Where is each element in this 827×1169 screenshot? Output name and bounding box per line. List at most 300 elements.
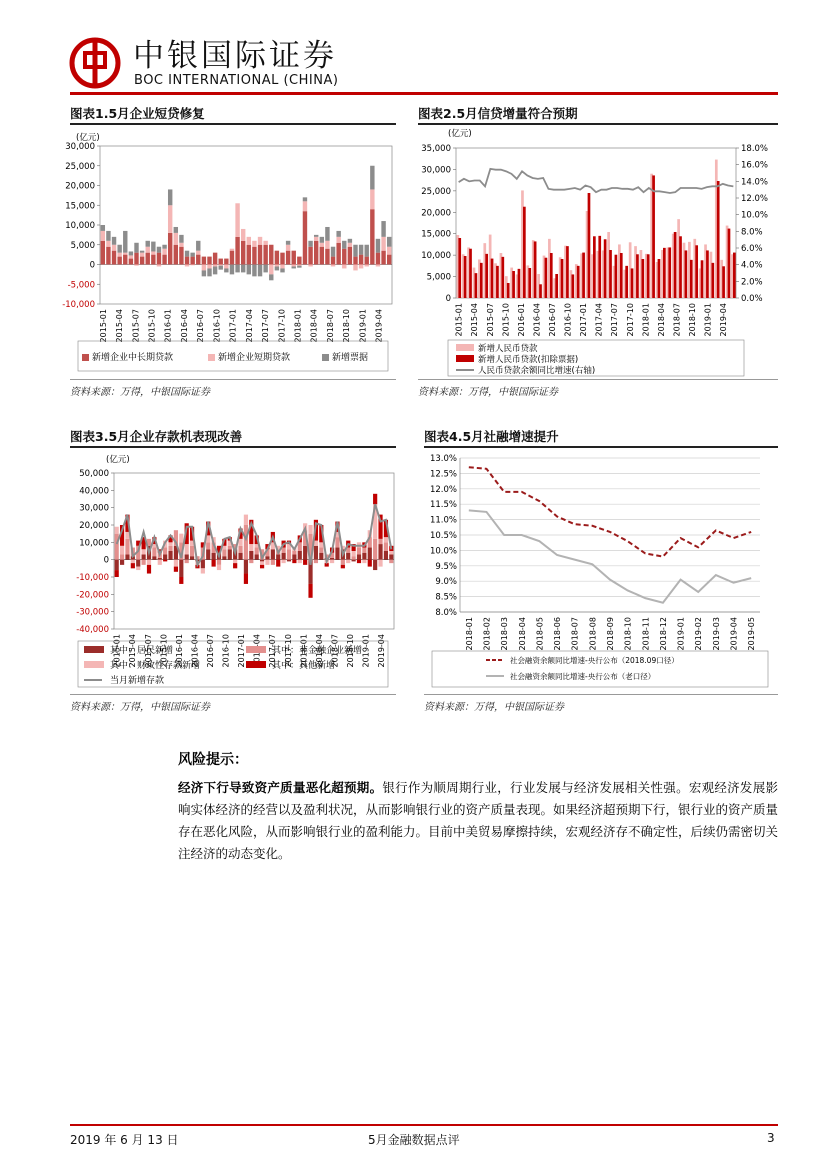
y2-tick-label: 18.0%	[741, 144, 769, 154]
bar	[308, 584, 312, 598]
x-tick-label: 2017-10	[283, 634, 293, 668]
bar	[249, 544, 253, 551]
y-tick-label: 10,000	[421, 251, 451, 262]
bar	[222, 556, 226, 559]
bar	[120, 554, 124, 559]
bar	[298, 551, 302, 560]
bar	[233, 563, 237, 568]
x-tick-label: 2016-04	[190, 634, 200, 668]
figure-3-source: 资料来源：万得，中银国际证券	[70, 702, 210, 713]
bar	[235, 203, 239, 237]
y-tick-label: -40,000	[76, 625, 109, 635]
bar	[373, 560, 377, 570]
bar	[228, 546, 232, 549]
bar	[320, 243, 324, 247]
bar	[276, 560, 280, 567]
bar	[341, 565, 345, 568]
bar	[286, 245, 290, 251]
bar	[314, 241, 318, 265]
bar	[207, 265, 211, 269]
y-tick-label: 25,000	[65, 161, 95, 172]
bar	[129, 251, 133, 255]
bar	[217, 560, 221, 565]
legend-label: 社会融资余额同比增速-央行公布（老口径）	[510, 672, 656, 681]
bar	[287, 549, 291, 559]
bar	[534, 241, 537, 298]
bar	[263, 245, 267, 265]
bar	[346, 553, 350, 560]
bar	[331, 257, 335, 265]
bar	[359, 245, 363, 255]
bar	[566, 246, 569, 298]
bar	[244, 515, 248, 525]
bar	[168, 205, 172, 233]
bar	[201, 560, 205, 569]
bar	[115, 560, 119, 570]
bar	[202, 265, 206, 271]
bar	[269, 245, 273, 265]
y-tick-label: 5,000	[426, 272, 451, 283]
legend-swatch	[246, 646, 266, 653]
bar	[120, 546, 124, 555]
bar	[146, 253, 150, 265]
risk-body: 银行作为顺周期行业，行业发展与经济发展相关性强。宏观经济发展影响实体经济的经营以及盈利状况，从而影响银行业的资产质量表现。如果经济超预期下行，银行业的资产质量存在恶化风险，从而影响银行业的盈利能力。目前中美贸易摩擦持续，宏观经济存不确定性，后续仍需密切关注经济的动态变化。	[178, 780, 779, 861]
bar	[106, 247, 110, 265]
bar	[115, 527, 119, 534]
y-tick-label: -5,000	[67, 280, 95, 291]
x-tick-label: 2018-10	[342, 309, 352, 343]
bar	[314, 560, 318, 563]
bar	[631, 268, 634, 298]
bar	[174, 233, 178, 245]
bar	[674, 232, 677, 298]
bar	[370, 209, 374, 264]
bar	[179, 560, 183, 577]
bar	[112, 237, 116, 245]
bar	[348, 247, 352, 265]
legend-swatch	[82, 354, 89, 361]
bar	[179, 577, 183, 584]
bar	[389, 560, 393, 563]
x-tick-label: 2016-07	[196, 309, 206, 343]
bar	[179, 534, 183, 543]
bar	[298, 560, 302, 563]
x-tick-label: 2018-02	[482, 617, 492, 651]
legend-swatch	[456, 344, 474, 351]
bar	[207, 257, 211, 265]
bar	[112, 245, 116, 251]
figure-2-source: 资料来源：万得，中银国际证券	[418, 387, 558, 398]
bar	[348, 239, 352, 243]
bar	[292, 554, 296, 559]
y-tick-label: 25,000	[421, 186, 451, 197]
bar	[101, 231, 105, 241]
bar	[335, 537, 339, 547]
x-tick-label: 2015-04	[470, 303, 480, 337]
bar	[219, 259, 223, 265]
bar	[125, 554, 129, 559]
legend-label: 当月新增存款	[110, 676, 165, 686]
bar	[647, 254, 650, 298]
bar	[163, 560, 167, 562]
unit-label: (亿元)	[448, 129, 472, 139]
bar	[282, 560, 286, 563]
x-tick-label: 2015-01	[98, 309, 108, 343]
bar	[190, 253, 194, 257]
bar	[593, 236, 596, 298]
bar	[292, 265, 296, 267]
bar	[496, 266, 499, 298]
bar	[263, 241, 267, 245]
bar	[620, 253, 623, 298]
x-tick-label: 2019-03	[711, 617, 721, 651]
bar	[330, 558, 334, 560]
y-tick-label: 11.0%	[429, 515, 457, 526]
bar	[265, 560, 269, 565]
bar	[101, 225, 105, 231]
x-tick-label: 2016-04	[179, 309, 189, 343]
x-tick-label: 2019-04	[729, 617, 739, 651]
bar	[378, 539, 382, 544]
bar	[352, 556, 356, 559]
bar	[314, 546, 318, 560]
bar	[308, 247, 312, 265]
bar	[378, 560, 382, 567]
x-tick-label: 2018-04	[309, 309, 319, 343]
y-tick-label: 15,000	[421, 229, 451, 240]
figure-2-rule	[418, 123, 778, 125]
bar	[365, 265, 369, 267]
bar	[303, 560, 307, 565]
footer-date: 2019 年 6 月 13 日	[70, 1133, 179, 1147]
bar	[282, 553, 286, 560]
bar	[275, 265, 279, 267]
bar	[342, 265, 346, 269]
bar	[376, 265, 380, 267]
x-tick-label: 2017-10	[625, 303, 635, 337]
bar	[258, 237, 262, 245]
bar	[235, 265, 239, 273]
bar	[348, 243, 352, 247]
bar	[136, 560, 140, 567]
x-tick-label: 2015-07	[143, 634, 153, 668]
bar	[353, 265, 357, 271]
legend-label: 新增人民币贷款	[478, 344, 538, 354]
figure-1-source: 资料来源：万得，中银国际证券	[70, 387, 210, 398]
risk-paragraph	[178, 777, 778, 865]
bar	[260, 561, 264, 564]
footer-rule	[70, 1124, 778, 1126]
bar	[123, 253, 127, 255]
x-tick-label: 2016-07	[548, 303, 558, 337]
x-tick-label: 2019-05	[747, 617, 757, 651]
bar	[185, 257, 189, 265]
bar	[212, 553, 216, 560]
header-rule	[70, 92, 778, 95]
bar	[387, 255, 391, 265]
bar	[151, 255, 155, 265]
bar	[353, 257, 357, 265]
figure-4-source-rule	[424, 694, 778, 695]
x-tick-label: 2018-06	[553, 617, 563, 651]
y2-tick-label: 2.0%	[741, 277, 763, 288]
bar	[706, 250, 709, 298]
bar	[163, 548, 167, 555]
bar	[722, 266, 725, 298]
bar	[241, 265, 245, 273]
y-tick-label: 9.0%	[435, 577, 457, 588]
x-tick-label: 2018-09	[606, 617, 615, 651]
bar	[117, 245, 121, 253]
legend-label: 新增企业短期贷款	[218, 353, 291, 363]
bar	[389, 554, 393, 559]
y-tick-label: 8.0%	[435, 608, 457, 618]
bar	[174, 560, 178, 567]
bar	[308, 525, 312, 534]
bar	[247, 245, 251, 265]
bar	[206, 549, 210, 559]
bar	[147, 560, 151, 565]
bar	[260, 565, 264, 568]
bar	[297, 265, 301, 266]
bar	[518, 269, 521, 298]
x-tick-label: 2016-10	[221, 634, 231, 668]
bar	[352, 551, 356, 556]
bar	[571, 274, 574, 298]
footer-doc-title: 5月金融数据点评	[368, 1133, 460, 1147]
bar	[217, 565, 221, 570]
bar	[158, 558, 162, 560]
bar	[152, 556, 156, 559]
bar	[362, 560, 366, 563]
x-tick-label: 2018-10	[346, 634, 356, 668]
bar	[717, 181, 720, 298]
bar	[319, 542, 323, 547]
x-tick-label: 2019-01	[361, 634, 371, 668]
bar	[641, 259, 644, 298]
legend-swatch	[84, 646, 104, 653]
y2-tick-label: 8.0%	[741, 227, 763, 238]
y-tick-label: 0	[89, 260, 95, 271]
bar	[342, 249, 346, 265]
bar	[303, 546, 307, 560]
chart-credit-increment	[418, 126, 778, 378]
unit-label: (亿元)	[106, 455, 130, 465]
bar	[131, 563, 135, 568]
bar	[202, 257, 206, 265]
bar	[190, 556, 194, 559]
figure-4-rule	[424, 446, 778, 448]
bar	[142, 549, 146, 554]
bar	[286, 251, 290, 265]
bar	[190, 257, 194, 265]
bar	[652, 175, 655, 298]
bar	[359, 255, 363, 265]
x-tick-label: 2018-01	[299, 634, 309, 668]
bar	[711, 263, 714, 298]
y-tick-label: 20,000	[421, 208, 451, 219]
bar	[269, 274, 273, 280]
bar	[224, 265, 228, 269]
bar	[365, 245, 369, 257]
figure-1-title: 图表1.5月企业短贷修复	[70, 106, 205, 121]
bar	[185, 544, 189, 554]
x-tick-label: 2016-01	[174, 634, 184, 668]
bar	[287, 560, 291, 562]
bar	[255, 548, 259, 555]
bar	[353, 245, 357, 257]
brand-name-cn: 中银国际证券	[133, 38, 337, 74]
bar	[115, 570, 119, 577]
bar	[140, 251, 144, 253]
legend-label: 人民币贷款余额同比增速(右轴)	[478, 366, 596, 376]
bar	[228, 549, 232, 559]
bar	[134, 253, 138, 265]
bar	[244, 525, 248, 560]
bar	[539, 284, 542, 298]
bar	[179, 243, 183, 247]
x-tick-label: 2018-01	[641, 303, 651, 337]
bar	[252, 247, 256, 265]
figure-3-rule	[70, 446, 396, 448]
series-line	[469, 510, 751, 602]
y-tick-label: 20,000	[79, 521, 109, 531]
bar	[275, 266, 279, 270]
bar	[117, 257, 121, 265]
y-tick-label: 10,000	[65, 221, 95, 231]
bar	[196, 255, 200, 265]
y-tick-label: -10,000	[76, 573, 109, 583]
bar	[201, 568, 205, 573]
bar	[582, 253, 585, 298]
bar	[695, 245, 698, 298]
legend-label: 新增企业中长期贷款	[92, 353, 174, 363]
bar	[330, 560, 334, 563]
bar	[129, 255, 133, 258]
bar	[112, 251, 116, 265]
bar	[609, 250, 612, 298]
bar	[381, 251, 385, 265]
x-tick-label: 2018-01	[293, 309, 303, 343]
bar	[260, 560, 264, 562]
bar	[485, 254, 488, 298]
bar	[545, 258, 548, 298]
bar	[190, 546, 194, 556]
x-tick-label: 2018-11	[641, 617, 651, 651]
bar	[373, 539, 377, 560]
y-tick-label: 10,000	[79, 538, 109, 549]
bar	[280, 268, 284, 272]
bar	[331, 265, 335, 267]
x-tick-label: 2015-07	[131, 309, 141, 343]
bar	[325, 241, 329, 249]
x-tick-label: 2016-01	[516, 303, 526, 337]
bar	[152, 548, 156, 557]
x-tick-label: 2018-04	[314, 634, 324, 668]
bar	[174, 567, 178, 572]
bar	[303, 197, 307, 201]
bar	[142, 560, 146, 565]
bar	[271, 549, 275, 559]
figure-4-source: 资料来源：万得，中银国际证券	[424, 702, 564, 713]
y-tick-label: 50,000	[79, 469, 109, 479]
bar	[146, 241, 150, 247]
y-tick-label: 11.5%	[429, 500, 457, 511]
x-tick-label: 2017-04	[594, 303, 604, 337]
bar	[263, 265, 267, 273]
x-tick-label: 2017-01	[228, 309, 238, 343]
x-tick-label: 2015-04	[115, 309, 125, 343]
x-tick-label: 2019-04	[719, 303, 729, 337]
y-tick-label: 15,000	[65, 201, 95, 212]
y-tick-label: 10.5%	[429, 531, 457, 541]
bar	[523, 207, 526, 298]
legend-swatch	[246, 661, 266, 668]
bar	[690, 260, 693, 298]
bar	[331, 247, 335, 257]
bar	[162, 249, 166, 255]
bar	[101, 241, 105, 265]
y-tick-label: 20,000	[65, 181, 95, 192]
bar	[357, 560, 361, 563]
bar	[140, 257, 144, 265]
x-tick-label: 2017-04	[244, 309, 254, 343]
legend-label: 新增票据	[332, 353, 369, 363]
bar	[249, 560, 253, 563]
bar	[336, 243, 340, 265]
x-tick-label: 2015-10	[147, 309, 157, 343]
y-tick-label: -30,000	[76, 607, 109, 618]
x-tick-label: 2018-07	[570, 617, 580, 651]
bar	[230, 251, 234, 265]
x-tick-label: 2015-07	[485, 303, 495, 337]
bar	[292, 266, 296, 268]
x-tick-label: 2017-01	[579, 303, 589, 337]
x-tick-label: 2018-01	[464, 617, 474, 651]
bar	[701, 260, 704, 298]
y-tick-label: 9.5%	[435, 561, 457, 572]
bar	[151, 251, 155, 254]
chart-social-financing	[424, 449, 778, 693]
bar	[297, 257, 301, 265]
x-tick-label: 2018-10	[623, 617, 633, 651]
bar	[458, 238, 461, 298]
bar	[179, 235, 183, 243]
risk-lead: 经济下行导致资产质量恶化超预期。	[178, 780, 383, 795]
bar	[370, 166, 374, 190]
bar	[213, 265, 217, 267]
x-tick-label: 2017-07	[261, 309, 271, 343]
bar	[185, 265, 189, 267]
bar	[685, 250, 688, 298]
x-tick-label: 2016-01	[163, 309, 173, 343]
bar	[168, 189, 172, 205]
bar	[244, 560, 248, 574]
bar	[389, 551, 393, 554]
bar	[131, 560, 135, 563]
legend-label: 社会融资余额同比增速-央行公布（2018.09口径）	[510, 656, 679, 665]
bar	[207, 268, 211, 276]
y2-tick-label: 4.0%	[741, 260, 763, 271]
legend-label: 新增人民币贷款(扣除票据)	[478, 355, 579, 365]
bar	[357, 554, 361, 559]
legend-label: 其中：居民新增	[110, 646, 174, 656]
footer-page-number: 3	[767, 1131, 775, 1145]
bar	[292, 551, 296, 554]
bar	[157, 247, 161, 253]
x-tick-label: 2017-01	[237, 634, 247, 668]
bar	[668, 247, 671, 298]
